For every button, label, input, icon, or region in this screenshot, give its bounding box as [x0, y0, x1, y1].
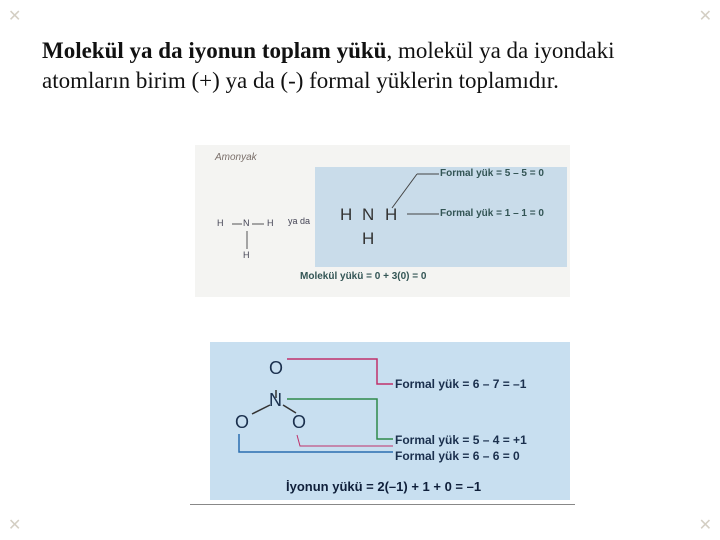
definition-text: , molekül ya da iyondaki atomların birim (+) ya da (-) formal yüklerin toplamıdır.: [42, 38, 615, 93]
definition-term: Molekül ya da iyonun toplam yükü: [42, 38, 387, 63]
ammonia-label-h: Formal yük = 1 – 1 = 0: [440, 208, 544, 219]
corner-mark-bottom-left: ✕: [8, 515, 22, 534]
nitrite-n: N: [269, 390, 282, 410]
lewis-h-bottom: H: [362, 229, 375, 248]
corner-mark-top-left: ✕: [8, 6, 22, 25]
nitrite-o-right: O: [292, 412, 307, 432]
nitrite-label-o-top: Formal yük = 6 – 7 = –1: [395, 377, 527, 391]
lewis-h-left: H: [340, 205, 353, 224]
nitrite-figure: [190, 332, 575, 505]
formula-h-left: H: [217, 218, 224, 228]
ammonia-total: Molekül yükü = 0 + 3(0) = 0: [300, 271, 427, 282]
nitrite-o-top: O: [269, 358, 284, 378]
nitrite-total: İyonun yükü = 2(–1) + 1 + 0 = –1: [286, 479, 482, 494]
ammonia-title: Amonyak: [215, 152, 257, 163]
ammonia-figure: [195, 145, 570, 297]
lewis-h-right: H: [385, 205, 398, 224]
lewis-n: N: [362, 205, 375, 224]
formula-n: N: [243, 218, 250, 228]
ammonia-label-n: Formal yük = 5 – 5 = 0: [440, 168, 544, 179]
ya-da-label: ya da: [288, 216, 311, 226]
nitrite-label-n: Formal yük = 5 – 4 = +1: [395, 433, 527, 447]
formula-h-right: H: [267, 218, 274, 228]
corner-mark-bottom-right: ✕: [698, 515, 712, 534]
formula-h-bottom: H: [243, 250, 250, 260]
nitrite-label-o-side: Formal yük = 6 – 6 = 0: [395, 449, 520, 463]
definition-paragraph: [42, 36, 692, 96]
corner-mark-top-right: ✕: [698, 6, 712, 25]
nitrite-o-left: O: [235, 412, 250, 432]
